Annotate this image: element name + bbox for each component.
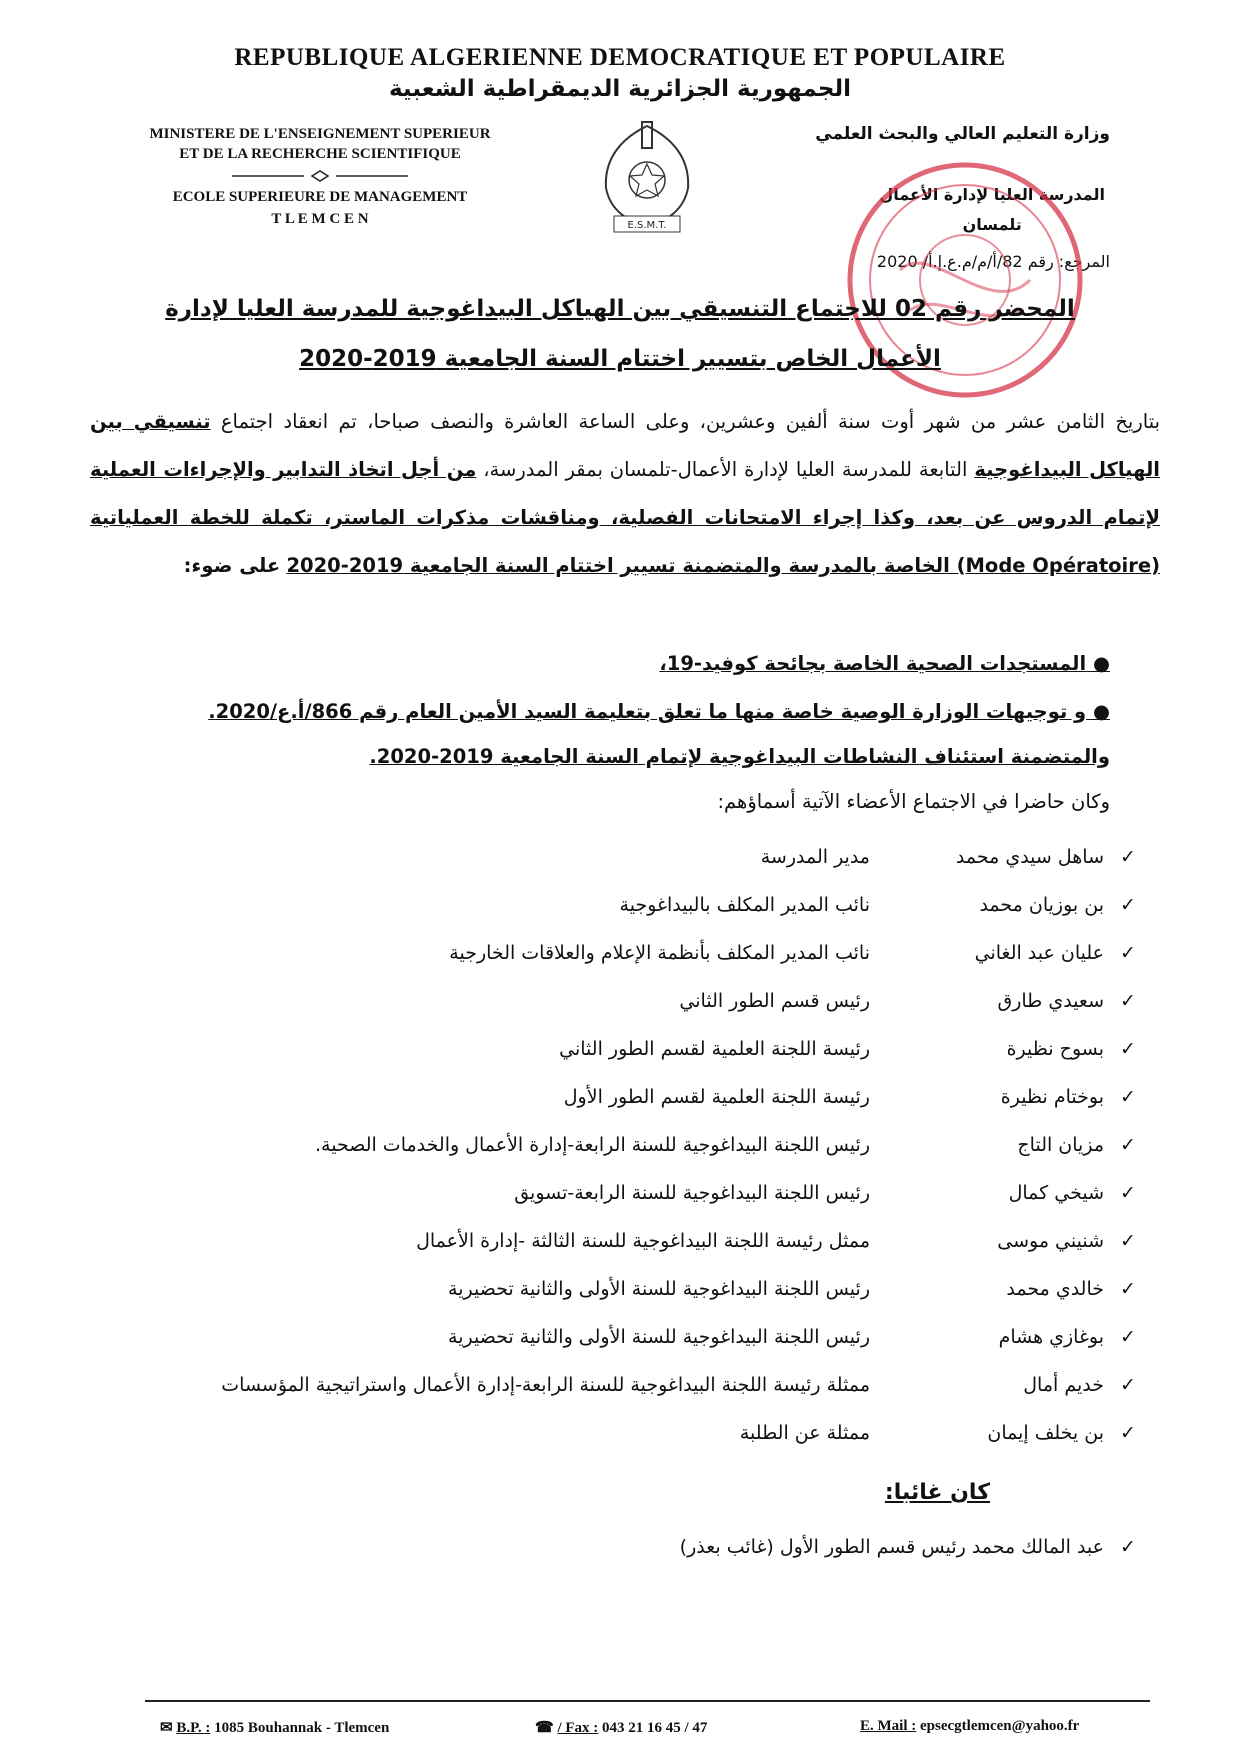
bullet-continuation: والمتضمنة استئناف النشاطات البيداغوجية لإتمام السنة الجامعية 2019-2020. [369,745,1110,768]
school-fr-line1: ECOLE SUPERIEURE DE MANAGEMENT [172,189,468,205]
attendee-role: ممثل رئيسة اللجنة البيداغوجية للسنة الثالثة -إدارة الأعمال [416,1230,870,1252]
attendee-name: بسوح نظيرة [1006,1038,1104,1060]
attendee-name: خالدي محمد [1006,1278,1104,1300]
check-icon: ✓ [1120,1230,1136,1252]
ministry-ar: وزارة التعليم العالي والبحث العلمي [815,124,1110,144]
po-box-value: 1085 Bouhannak - Tlemcen [214,1720,390,1736]
check-icon: ✓ [1120,942,1136,964]
school-logo [592,118,702,236]
school-ar-line2: تلمسان [962,215,1022,234]
absent-row [100,1536,1140,1576]
attendee-role: نائب المدير المكلف بأنظمة الإعلام والعلاقات الخارجية [449,942,870,964]
intro-text-1: بتاريخ الثامن عشر من شهر أوت سنة ألفين وعشرين، وعلى الساعة العاشرة والنصف صباحا، تم انعقاد اجتماع [220,410,1161,433]
intro-text-5: على ضوء: [183,554,281,577]
attendee-role: رئيس قسم الطور الثاني [679,990,870,1012]
check-icon: ✓ [1120,1326,1136,1348]
attendee-row [100,990,1140,1030]
attendee-row [100,1422,1140,1462]
attendee-row [100,942,1140,982]
attendee-row [100,1134,1140,1174]
absent-text: عبد المالك محمد رئيس قسم الطور الأول (غائب بعذر) [679,1536,1104,1558]
attendee-row [100,894,1140,934]
intro-text-2: تنسيقي بين الهياكل البيداغوجية [90,410,1160,481]
republic-title-ar: الجمهورية الجزائرية الديمقراطية الشعبية [388,76,852,102]
fax-value: 043 21 16 45 / 47 [602,1720,708,1736]
attendee-row [100,1374,1140,1414]
attendee-row [100,846,1140,886]
attendee-row [100,1278,1140,1318]
attendee-row [100,1326,1140,1366]
check-icon: ✓ [1120,1086,1136,1108]
check-icon: ✓ [1120,1038,1136,1060]
check-icon: ✓ [1120,1278,1136,1300]
check-icon: ✓ [1120,894,1136,916]
attendee-row [100,1086,1140,1126]
attendees-intro: وكان حاضرا في الاجتماع الأعضاء الآتية أسماؤهم: [717,790,1110,813]
email-value[interactable]: epsecgtlemcen@yahoo.fr [920,1718,1080,1734]
attendee-name: شنيني موسى [997,1230,1104,1252]
intro-paragraph [90,398,1160,590]
ministry-fr-line1: MINISTERE DE L'ENSEIGNEMENT SUPERIEUR [149,126,491,142]
check-icon: ✓ [1120,1374,1136,1396]
mail-envelope-icon: ✉ [160,1720,177,1736]
attendee-name: شيخي كمال [1008,1182,1104,1204]
attendee-role: رئيس اللجنة البيداغوجية للسنة الرابعة-إدارة الأعمال والخدمات الصحية. [315,1134,870,1156]
intro-text-4: من أجل اتخاذ التدابير والإجراءات العملية لإتمام الدروس عن بعد، وكذا إجراء الامتحانات الفصلية، ومناقشات مذكرات الماستر، تكملة للخطة العملياتية (Mode Opératoire) الخاصة بالمدرسة والمتضمنة تسيير اختتام السنة الجامعية 2019-2020 [90,458,1160,577]
attendee-name: عليان عبد الغاني [974,942,1104,964]
check-icon: ✓ [1120,1134,1136,1156]
attendee-name: خديم أمال [1023,1374,1104,1396]
attendee-name: مزيان التاج [1017,1134,1104,1156]
email-label: E. Mail : [860,1718,917,1734]
attendee-role: رئيسة اللجنة العلمية لقسم الطور الثاني [559,1038,870,1060]
attendee-name: بن بوزيان محمد [979,894,1104,916]
attendee-role: ممثلة عن الطلبة [739,1422,870,1444]
check-icon: ✓ [1120,846,1136,868]
check-icon: ✓ [1120,1422,1136,1444]
intro-text-3: التابعة للمدرسة العليا لإدارة الأعمال-تلمسان بمقر المدرسة، [483,458,968,481]
minutes-title-line2: الأعمال الخاص بتسيير اختتام السنة الجامعية 2019-2020 [299,346,941,372]
attendee-role: رئيس اللجنة البيداغوجية للسنة الأولى والثانية تحضيرية [448,1278,870,1300]
logo-text: E.S.M.T. [627,220,667,231]
minutes-title-line1: المحضر رقم 02 للاجتماع التنسيقي بين الهياكل البيداغوجية للمدرسة العليا لإدارة [165,296,1075,322]
attendee-name: بوغازي هشام [998,1326,1104,1348]
attendee-role: مدير المدرسة [760,846,870,868]
attendee-role: رئيس اللجنة البيداغوجية للسنة الأولى والثانية تحضيرية [448,1326,870,1348]
school-fr-line2: T L E M C E N [271,211,369,227]
check-icon: ✓ [1120,1536,1136,1558]
attendee-name: ساهل سيدي محمد [955,846,1104,868]
bullet-item: ● المستجدات الصحية الخاصة بجائحة كوفيد-19، [659,652,1110,675]
attendee-name: سعيدي طارق [997,990,1104,1012]
footer-po-box [160,1718,389,1737]
fax-label: / Fax : [557,1720,599,1736]
attendee-row [100,1038,1140,1078]
footer-email [860,1718,1079,1735]
absent-heading: كان غائبا: [884,1480,990,1505]
attendee-row [100,1230,1140,1270]
check-icon: ✓ [1120,990,1136,1012]
attendee-role: ممثلة رئيسة اللجنة البيداغوجية للسنة الرابعة-إدارة الأعمال واستراتيجية المؤسسات [221,1374,870,1396]
attendee-name: بوختام نظيرة [1000,1086,1104,1108]
check-icon: ✓ [1120,1182,1136,1204]
school-ar-line1: المدرسة العليا لإدارة الأعمال [879,185,1105,204]
footer-divider [145,1700,1150,1702]
po-box-label: B.P. : [176,1720,211,1736]
ornament-divider [232,170,408,182]
attendee-role: رئيسة اللجنة العلمية لقسم الطور الأول [563,1086,870,1108]
ministry-fr [120,124,520,164]
republic-title-fr: REPUBLIQUE ALGERIENNE DEMOCRATIQUE ET POPULAIRE [234,44,1006,71]
attendee-role: نائب المدير المكلف بالبيداغوجية [619,894,870,916]
telephone-icon: ☎ [535,1720,558,1736]
footer-fax [535,1718,707,1737]
bullet-item: ● و توجيهات الوزارة الوصية خاصة منها ما تعلق بتعليمة السيد الأمين العام رقم 866/أ.ع/2020. [208,700,1110,723]
attendee-row [100,1182,1140,1222]
attendee-name: بن يخلف إيمان [987,1422,1104,1444]
reference-number: المرجع: رقم 82/أ/م/م.ع.إ.أ/ 2020 [876,252,1110,271]
ministry-fr-line2: ET DE LA RECHERCHE SCIENTIFIQUE [179,146,461,162]
attendee-role: رئيس اللجنة البيداغوجية للسنة الرابعة-تسويق [514,1182,870,1204]
school-fr [120,186,520,230]
